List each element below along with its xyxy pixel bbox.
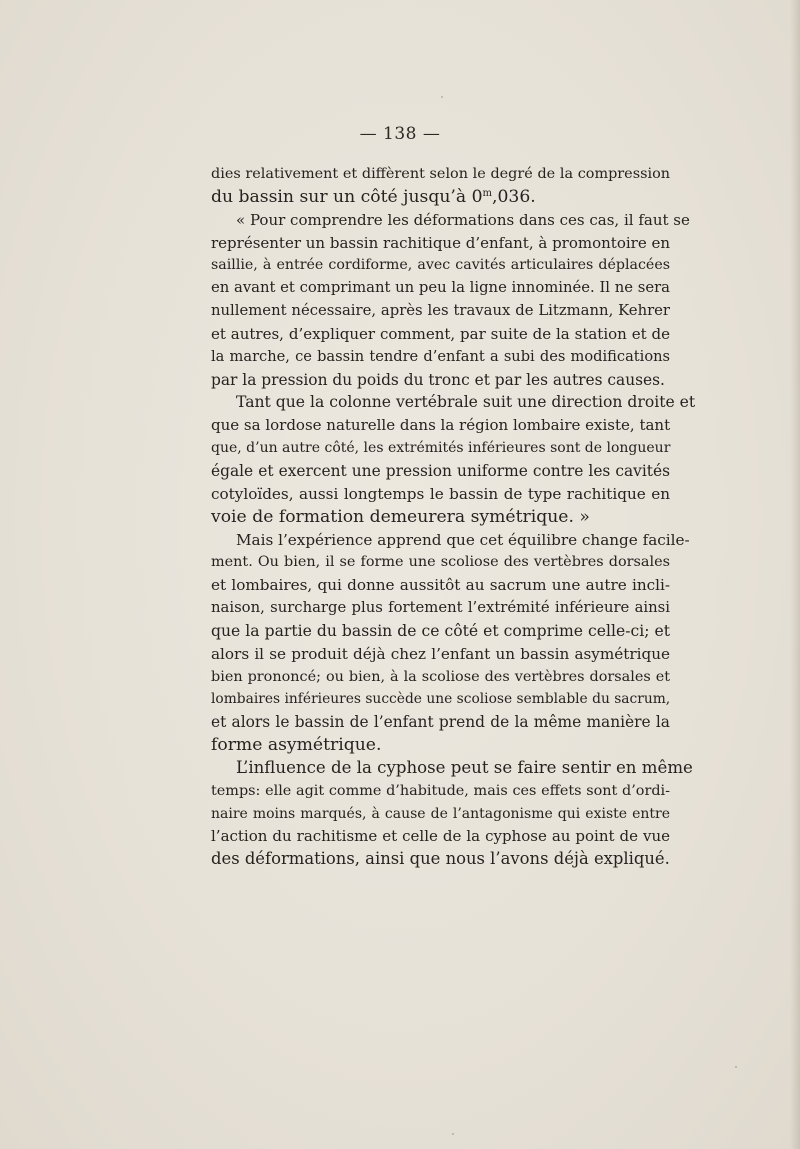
text-line: et autres, d’expliquer comment, par suite de la station et de <box>211 324 670 343</box>
text-line: que, d’un autre côté, les extrémités inférieures sont de longueur <box>211 440 671 457</box>
superscript-unit: m <box>482 187 493 199</box>
text-line: cotyloïdes, aussi longtemps le bassin de type rachitique en <box>211 484 670 503</box>
text-line: L’influence de la cyphose peut se faire sentir en même <box>236 757 693 777</box>
text-line: naison, surcharge plus fortement l’extrémité inférieure ainsi <box>211 599 670 617</box>
text-line: par la pression du poids du tronc et par les autres causes. <box>211 370 665 389</box>
text-line <box>211 186 670 209</box>
text-fragment: ,036. <box>492 186 536 207</box>
text-line: naire moins marqués, à cause de l’antagonisme qui existe entre <box>211 805 670 822</box>
body-text <box>211 163 696 871</box>
text-line: bien prononcé; ou bien, à la scoliose des vertèbres dorsales et <box>211 668 670 685</box>
text-line: et alors le bassin de l’enfant prend de la même manière la <box>211 713 670 732</box>
text-line: en avant et comprimant un peu la ligne innominée. Il ne sera <box>211 279 670 297</box>
text-fragment: du bassin sur un côté jusqu’à 0 <box>211 186 483 207</box>
text-line: l’action du rachitisme et celle de la cyphose au point de vue <box>211 827 670 846</box>
text-line: et lombaires, qui donne aussitôt au sacrum une autre incli- <box>211 576 670 595</box>
text-line: temps: elle agit comme d’habitude, mais ces effets sont d’ordi- <box>211 782 670 799</box>
text-line: « Pour comprendre les déformations dans ces cas, il faut se <box>236 210 690 229</box>
text-line: Tant que la colonne vertébrale suit une direction droite et <box>236 393 696 412</box>
text-line: la marche, ce bassin tendre d’enfant a subi des modifications <box>211 347 670 365</box>
text-line: que la partie du bassin de ce côté et comprime celle-ci; et <box>211 621 670 640</box>
paper-speck <box>735 1066 737 1068</box>
text-line: alors il se produit déjà chez l’enfant un bassin asymétrique <box>211 644 670 663</box>
text-line: voie de formation demeurera symétrique. » <box>211 506 590 527</box>
text-line: représenter un bassin rachitique d’enfant, à promontoire en <box>211 233 671 252</box>
text-line: dies relativement et diffèrent selon le degré de la compression <box>211 166 670 182</box>
paper-speck <box>452 1133 454 1135</box>
paper-speck <box>441 96 443 98</box>
text-line: égale et exercent une pression uniforme contre les cavités <box>211 461 670 480</box>
text-line: ment. Ou bien, il se forme une scoliose des vertèbres dorsales <box>211 554 670 571</box>
page-edge-shadow <box>790 0 800 1149</box>
text-line: des déformations, ainsi que nous l’avons déjà expliqué. <box>211 849 670 869</box>
text-line: forme asymétrique. <box>211 735 382 756</box>
page-number: — 138 — <box>359 124 441 144</box>
text-line: que sa lordose naturelle dans la région lombaire existe, tant <box>211 416 671 435</box>
text-line: Mais l’expérience apprend que cet équilibre change facile- <box>236 530 690 549</box>
text-line: saillie, à entrée cordiforme, avec cavités articulaires déplacées <box>211 257 670 274</box>
text-line: nullement nécessaire, après les travaux de Litzmann, Kehrer <box>211 302 670 320</box>
text-line: lombaires inférieures succède une scoliose semblable du sacrum, <box>211 691 671 708</box>
